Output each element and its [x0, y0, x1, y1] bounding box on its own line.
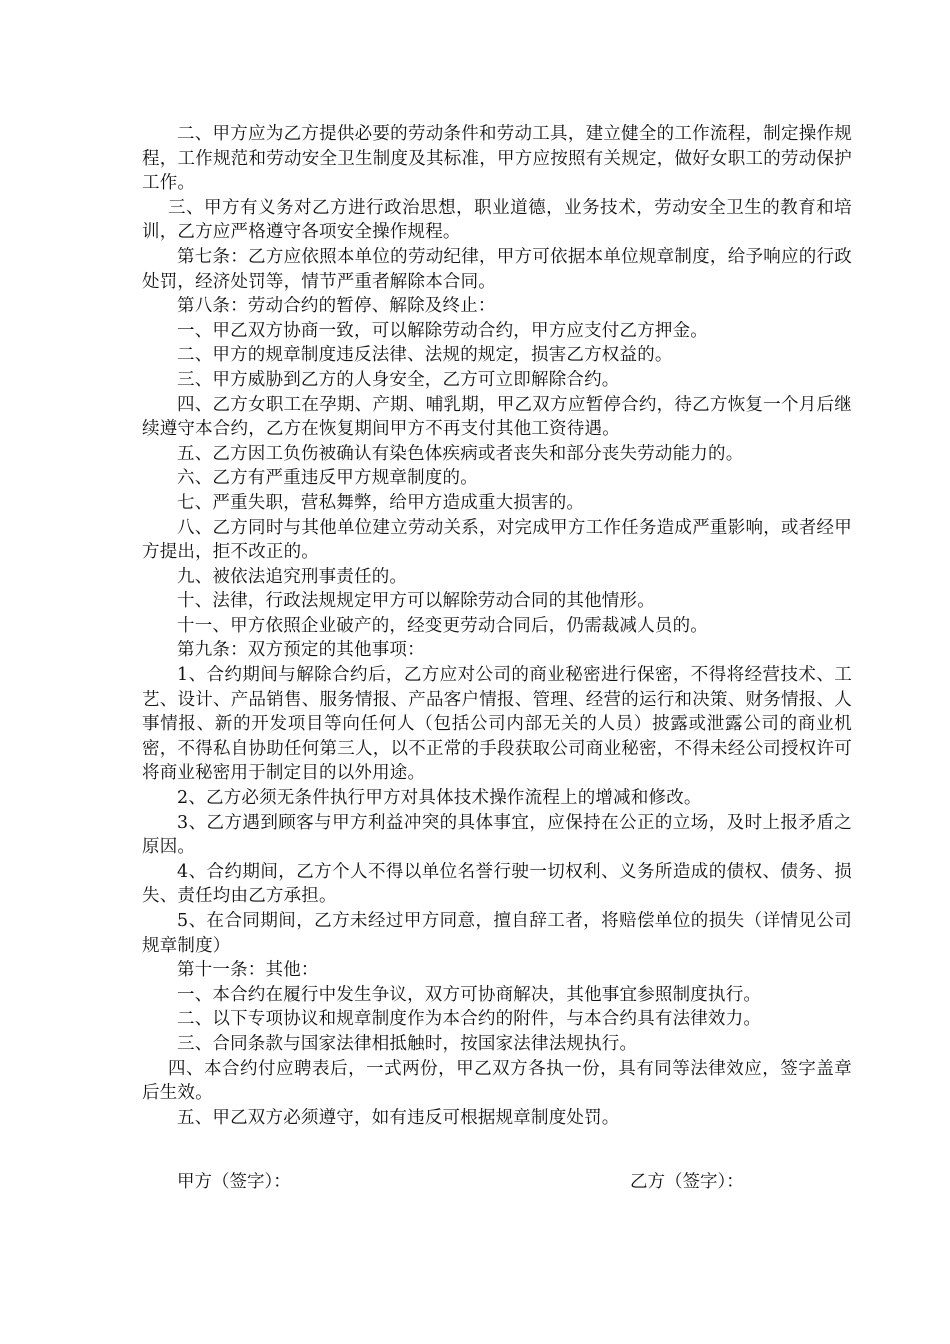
signature-row: [0, 1170, 950, 1196]
clause-paragraph: 二、以下专项协议和规章制度作为本合约的附件，与本合约具有法律效力。: [177, 1009, 762, 1030]
article-paragraph: 第七条：乙方应依照本单位的劳动纪律，甲方可依据本单位规章制度，给予响应的行政处罚，经济处罚等，情节严重者解除本合同。: [142, 246, 852, 292]
clause-paragraph: 三、合同条款与国家法律相抵触时，按国家法律法规执行。: [177, 1033, 638, 1054]
clause-paragraph: 3、乙方遇到顾客与甲方利益冲突的具体事宜，应保持在公正的立场，及时上报矛盾之原因。: [142, 812, 852, 858]
clause-paragraph: 九、被依法追究刑事责任的。: [177, 566, 408, 587]
party-b-signature-label: 乙方（签字）：: [630, 1172, 744, 1192]
clause-paragraph: 六、乙方有严重违反甲方规章制度的。: [177, 468, 478, 489]
clause-paragraph: 三、甲方有义务对乙方进行政治思想，职业道德，业务技术，劳动安全卫生的教育和培训，乙方应严格遵守各项安全操作规程。: [142, 197, 852, 243]
article-heading: 第十一条：其他：: [177, 960, 319, 981]
clause-paragraph: 1、合约期间与解除合约后，乙方应对公司的商业秘密进行保密，不得将经营技术、工艺、设计、产品销售、服务情报、产品客户情报、管理、经营的运行和决策、财务情报、人事情报、新的开发项目等向任何人（包括公司内部无关的人员）披露或泄露公司的商业机密，不得私自协助任何第三人，以不正常的手段获取公司商业秘密，不得未经公司授权许可将商业秘密用于制定目的以外用途。: [142, 665, 852, 784]
clause-paragraph: 四、乙方女职工在孕期、产期、哺乳期，甲乙双方应暂停合约，待乙方恢复一个月后继续遵守本合约，乙方在恢复期间甲方不再支付其他工资待遇。: [142, 394, 852, 440]
clause-paragraph: 五、甲乙双方必须遵守，如有违反可根据规章制度处罚。: [177, 1107, 620, 1128]
clause-paragraph: 4、合约期间，乙方个人不得以单位名誉行驶一切权利、义务所造成的债权、债务、损失、责任均由乙方承担。: [142, 861, 852, 907]
clause-paragraph: 十、法律，行政法规规定甲方可以解除劳动合同的其他情形。: [177, 591, 655, 612]
clause-paragraph: 三、甲方威胁到乙方的人身安全，乙方可立即解除合约。: [177, 369, 620, 390]
clause-paragraph: 一、甲乙双方协商一致，可以解除劳动合约，甲方应支付乙方押金。: [177, 320, 708, 341]
contract-body: [142, 122, 852, 1130]
clause-paragraph: 五、乙方因工负伤被确认有染色体疾病或者丧失和部分丧失劳动能力的。: [177, 443, 744, 464]
clause-paragraph: 八、乙方同时与其他单位建立劳动关系，对完成甲方工作任务造成严重影响，或者经甲方提出，拒不改正的。: [142, 517, 852, 563]
article-heading: 第八条：劳动合约的暂停、解除及终止：: [177, 296, 496, 317]
clause-paragraph: 二、甲方的规章制度违反法律、法规的规定，损害乙方权益的。: [177, 345, 673, 366]
clause-paragraph: 七、严重失职，营私舞弊，给甲方造成重大损害的。: [177, 492, 585, 513]
article-heading: 第九条：双方预定的其他事项：: [177, 640, 425, 661]
clause-paragraph: 四、本合约付应聘表后，一式两份，甲乙双方各执一份，具有同等法律效应，签字盖章后生效。: [142, 1058, 852, 1104]
party-a-signature-label: 甲方（签字）：: [177, 1172, 291, 1192]
clause-paragraph: 一、本合约在履行中发生争议，双方可协商解决，其他事宜参照制度执行。: [177, 984, 762, 1005]
clause-paragraph: 二、甲方应为乙方提供必要的劳动条件和劳动工具，建立健全的工作流程，制定操作规程，工作规范和劳动安全卫生制度及其标准，甲方应按照有关规定，做好女职工的劳动保护工作。: [142, 124, 852, 194]
clause-paragraph: 5、在合同期间，乙方未经过甲方同意，擅自辞工者，将赔偿单位的损失（详情见公司规章制度）: [142, 911, 852, 956]
clause-paragraph: 2、乙方必须无条件执行甲方对具体技术操作流程上的增减和修改。: [177, 788, 702, 809]
clause-paragraph: 十一、甲方依照企业破产的，经变更劳动合同后，仍需裁减人员的。: [177, 615, 708, 636]
